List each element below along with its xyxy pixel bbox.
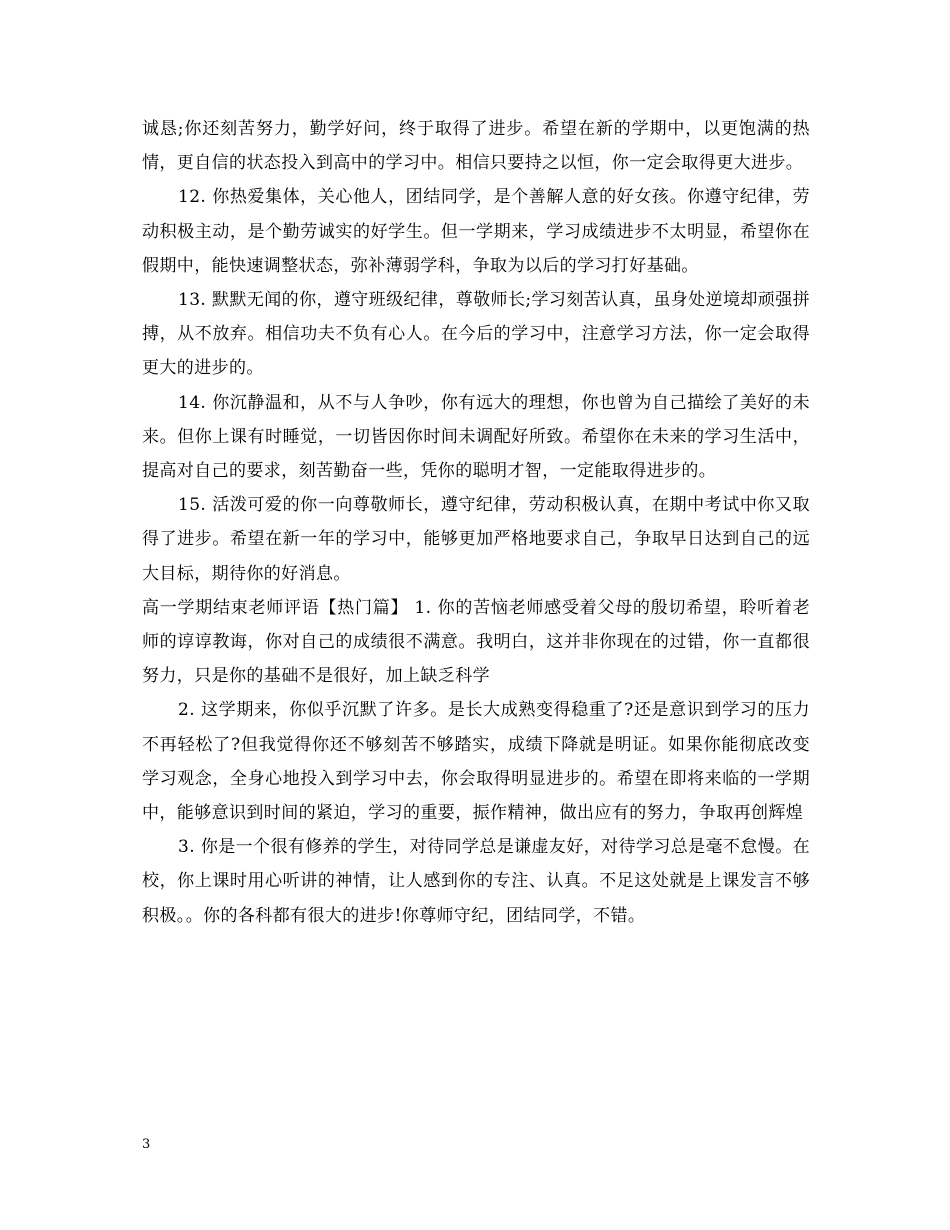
paragraph-comment-2: 2. 这学期来，你似乎沉默了许多。是长大成熟变得稳重了?还是意识到学习的压力不再轻松了?但我觉得你还不够刻苦不够踏实，成绩下降就是明证。如果你能彻底改变学习观念，全身心地投入到学习中去，你会取得明显进步的。希望在即将来临的一学期中，能够意识到时间的紧迫，学习的重要，振作精神，做出应有的努力，争取再创辉煌 [142,700,810,824]
paragraph-comment-14: 14. 你沉静温和，从不与人争吵，你有远大的理想，你也曾为自己描绘了美好的未来。但你上课有时睡觉，一切皆因你时间未调配好所致。希望你在未来的学习生活中，提高对自己的要求，刻苦勤奋一些，凭你的聪明才智，一定能取得进步的。 [142,392,810,482]
paragraph-comment-13: 13. 默默无闻的你，遵守班级纪律，尊敬师长;学习刻苦认真，虽身处逆境却顽强拼搏，从不放弃。相信功夫不负有心人。在今后的学习中，注意学习方法，你一定会取得更大的进步的。 [142,290,810,379]
paragraph-comment-12: 12. 你热爱集体，关心他人，团结同学，是个善解人意的好女孩。你遵守纪律，劳动积极主动，是个勤劳诚实的好学生。但一学期来，学习成绩进步不太明显，希望你在假期中，能快速调整状态，弥补薄弱学科，争取为以后的学习打好基础。 [142,187,810,276]
paragraph-comment-3: 3. 你是一个很有修养的学生，对待同学总是谦虚友好，对待学习总是毫不怠慢。在校，你上课时用心听讲的神情，让人感到你的专注、认真。不足这处就是上课发言不够积极。。你的各科都有很大的进步!你尊师守纪，团结同学，不错。 [142,837,810,926]
page-number: 3 [142,1137,151,1152]
document-body [142,112,810,933]
section-heading-paragraph: 高一学期结束老师评语【热门篇】 1. 你的苦恼老师感受着父母的殷切希望，聆听着老师的谆谆教诲，你对自己的成绩很不满意。我明白，这并非你现在的过错，你一直都很努力，只是你的基础不是很好，加上缺乏科学 [142,597,810,687]
paragraph-continuation: 诚恳;你还刻苦努力，勤学好问，终于取得了进步。希望在新的学期中，以更饱满的热情，更自信的状态投入到高中的学习中。相信只要持之以恒，你一定会取得更大进步。 [142,119,810,174]
paragraph-comment-15: 15. 活泼可爱的你一向尊敬师长，遵守纪律，劳动积极认真，在期中考试中你又取得了进步。希望在新一年的学习中，能够更加严格地要求自己，争取早日达到自己的远大目标，期待你的好消息。 [142,495,810,584]
